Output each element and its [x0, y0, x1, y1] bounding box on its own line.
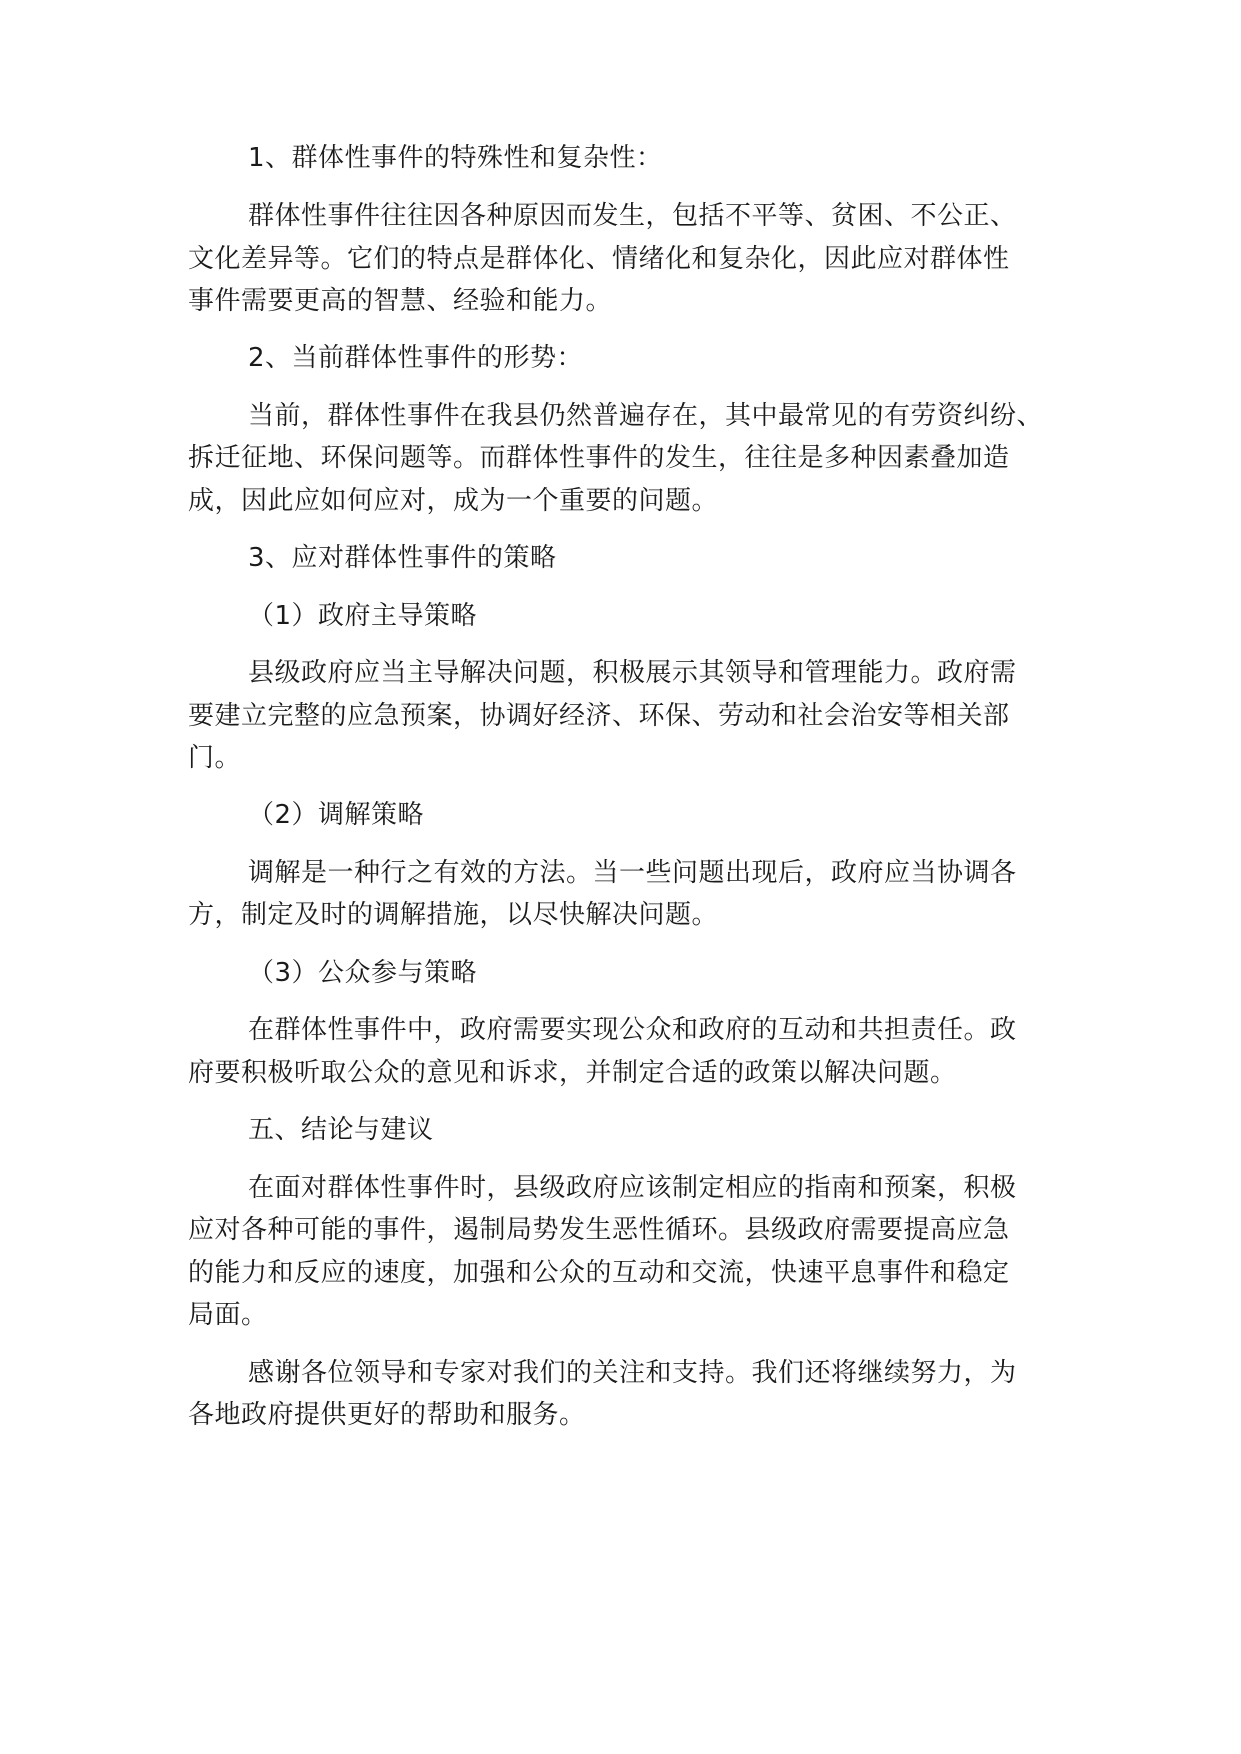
- paragraph-line: 感谢各位领导和专家对我们的关注和支持。我们还将继续努力，为: [248, 1358, 1017, 1388]
- paragraph-line: 府要积极听取公众的意见和诉求，并制定合适的政策以解决问题。: [188, 1058, 957, 1088]
- paragraph-line: 当前，群体性事件在我县仍然普遍存在，其中最常见的有劳资纠纷、: [248, 401, 1044, 431]
- paragraph-line: 群体性事件往往因各种原因而发生，包括不平等、贫困、不公正、: [248, 201, 1017, 231]
- paragraph-line: 拆迁征地、环保问题等。而群体性事件的发生，往往是多种因素叠加造: [188, 443, 1010, 473]
- subsection-heading: （3）公众参与策略: [248, 958, 478, 988]
- section-heading: 1、群体性事件的特殊性和复杂性：: [248, 143, 663, 173]
- paragraph-line: 要建立完整的应急预案，协调好经济、环保、劳动和社会治安等相关部: [188, 701, 1010, 731]
- paragraph-line: 成，因此应如何应对，成为一个重要的问题。: [188, 486, 719, 516]
- paragraph-line: 门。: [188, 743, 242, 773]
- subsection-heading: （1）政府主导策略: [248, 601, 478, 631]
- paragraph-line: 应对各种可能的事件，遏制局势发生恶性循环。县级政府需要提高应急: [188, 1215, 1010, 1245]
- paragraph-line: 各地政府提供更好的帮助和服务。: [188, 1400, 586, 1430]
- paragraph-line: 事件需要更高的智慧、经验和能力。: [188, 286, 613, 316]
- paragraph-line: 方，制定及时的调解措施，以尽快解决问题。: [188, 900, 719, 930]
- paragraph-line: 县级政府应当主导解决问题，积极展示其领导和管理能力。政府需: [248, 658, 1017, 688]
- subsection-heading: （2）调解策略: [248, 800, 425, 830]
- paragraph-line: 的能力和反应的速度，加强和公众的互动和交流，快速平息事件和稳定: [188, 1258, 1010, 1288]
- paragraph-line: 局面。: [188, 1300, 268, 1330]
- section-heading: 2、当前群体性事件的形势：: [248, 343, 584, 373]
- paragraph-line: 调解是一种行之有效的方法。当一些问题出现后，政府应当协调各: [248, 858, 1017, 888]
- paragraph-line: 在群体性事件中，政府需要实现公众和政府的互动和共担责任。政: [248, 1015, 1017, 1045]
- paragraph-line: 文化差异等。它们的特点是群体化、情绪化和复杂化，因此应对群体性: [188, 244, 1010, 274]
- section-heading: 3、应对群体性事件的策略: [248, 543, 557, 573]
- paragraph-line: 在面对群体性事件时，县级政府应该制定相应的指南和预案，积极: [248, 1173, 1017, 1203]
- section-heading: 五、结论与建议: [248, 1115, 434, 1145]
